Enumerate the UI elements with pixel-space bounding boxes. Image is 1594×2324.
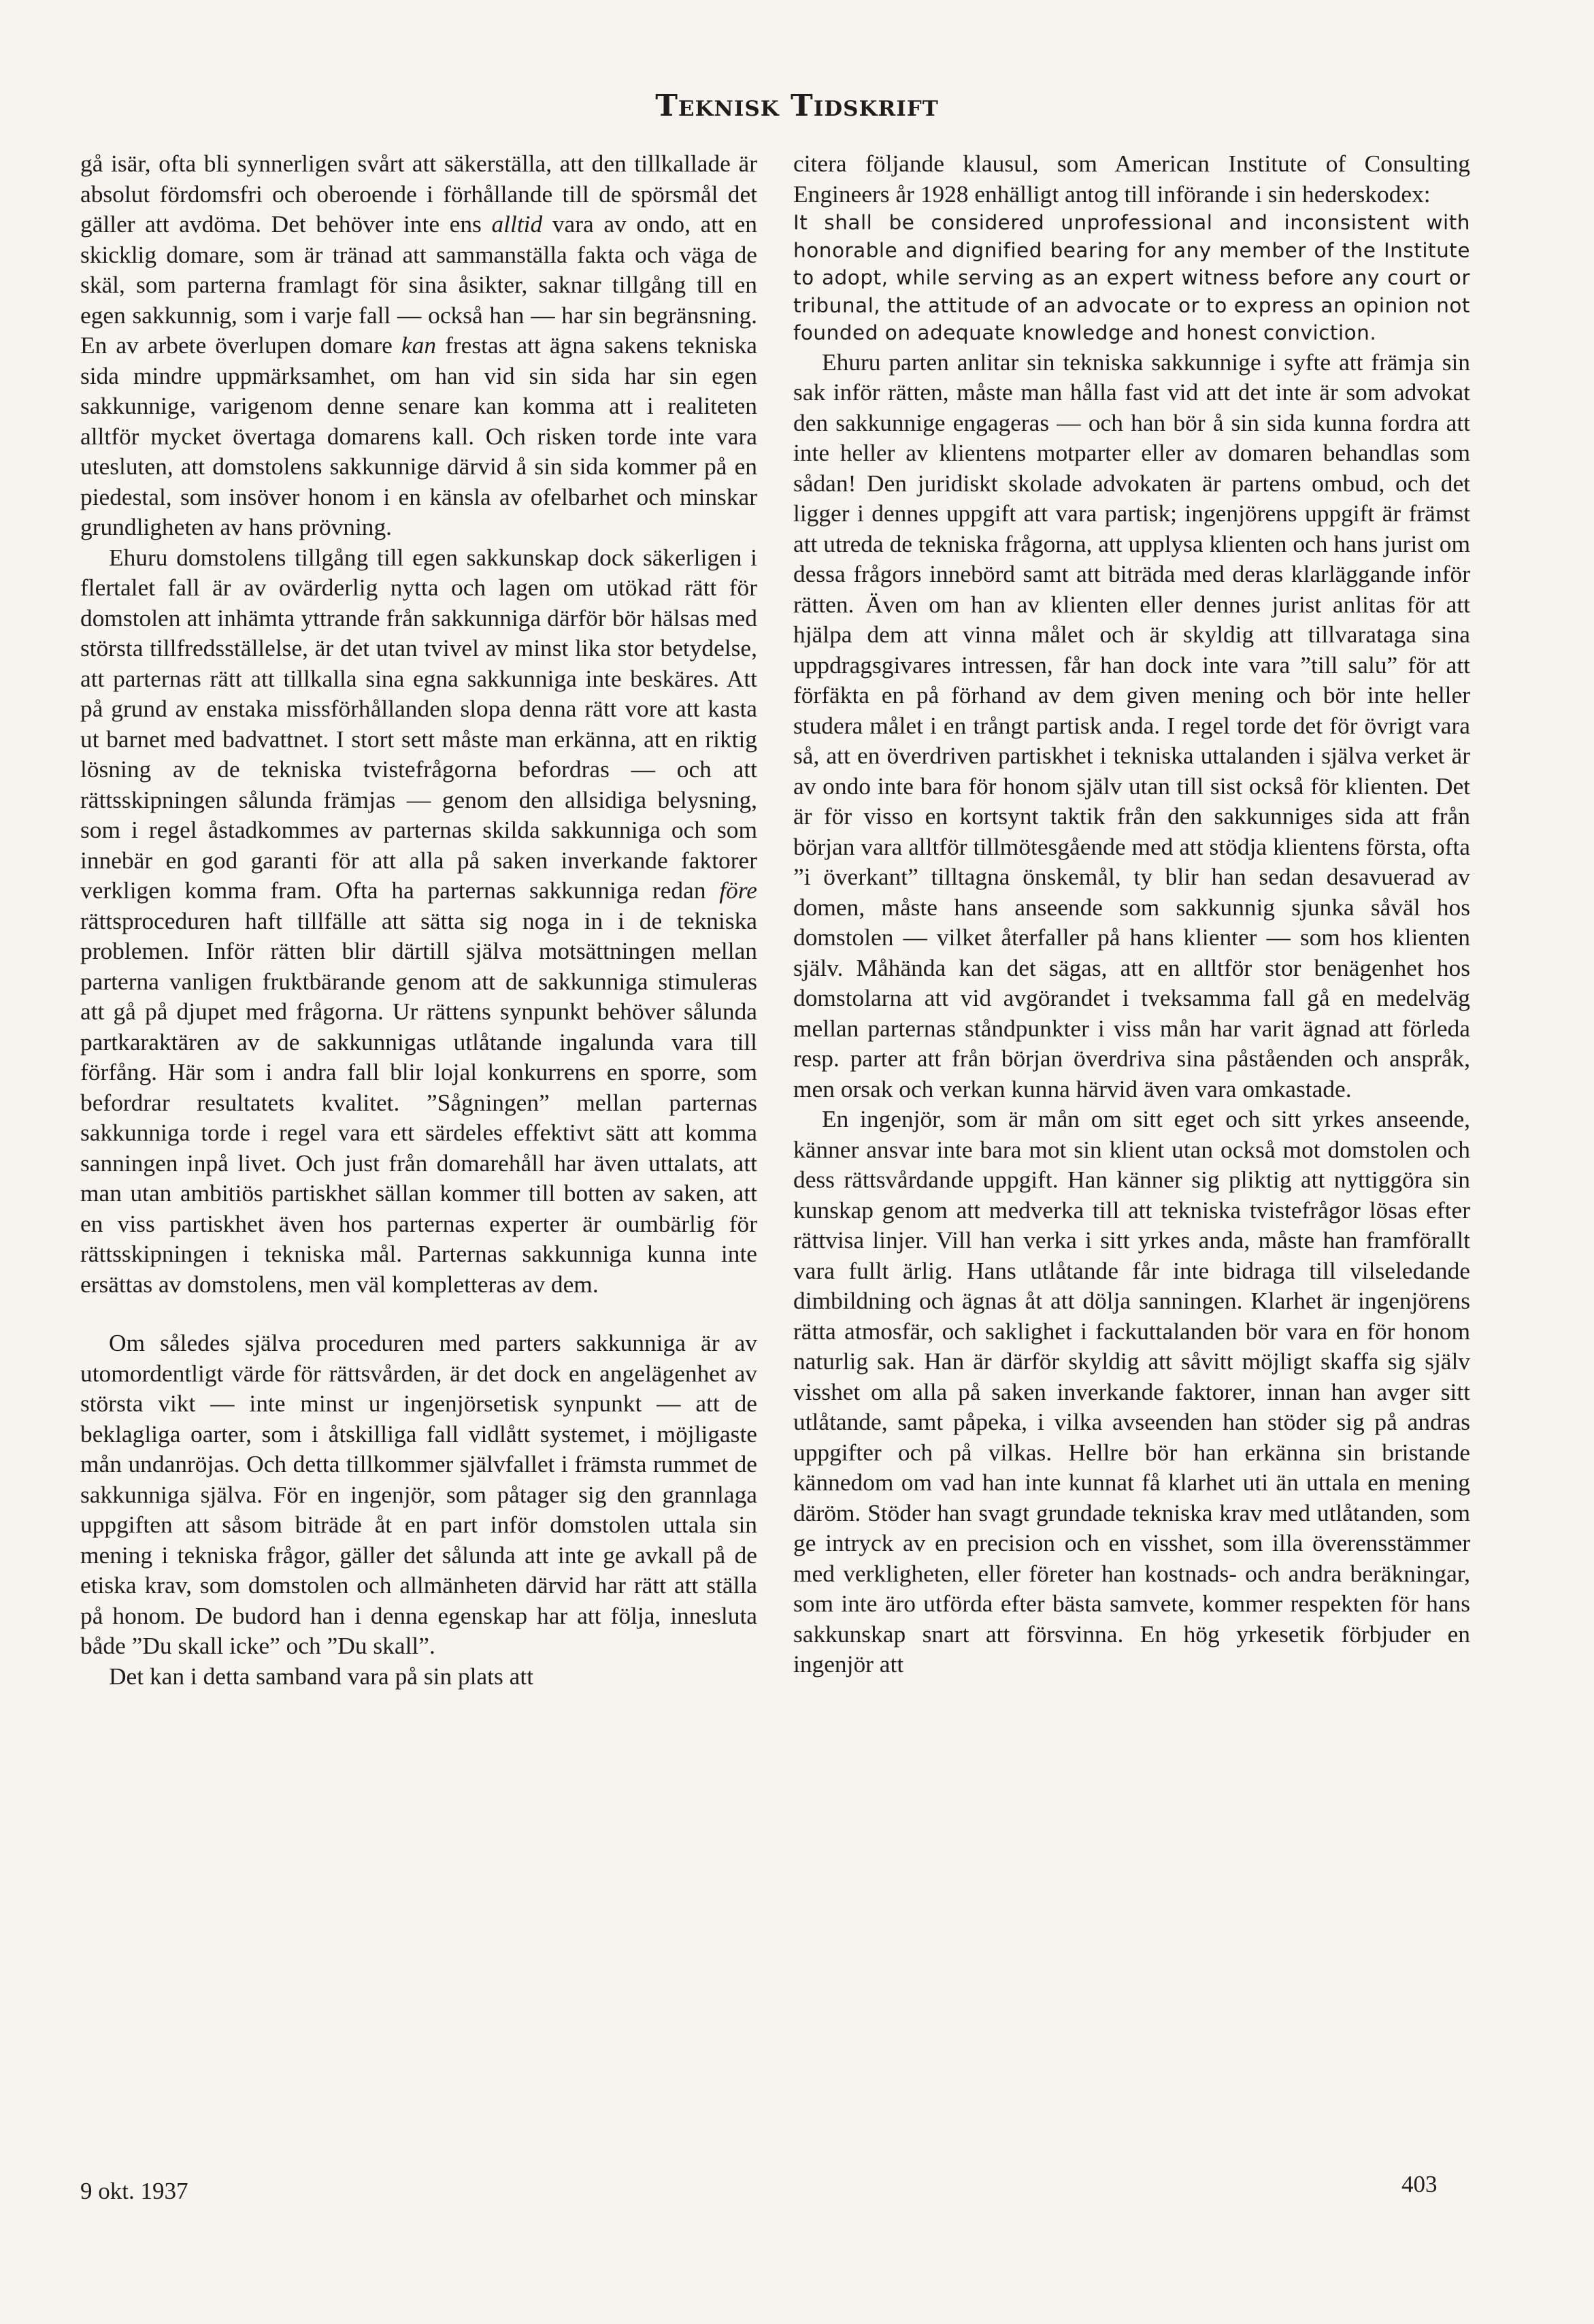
emphasis: kan bbox=[401, 331, 437, 359]
paragraph: citera följande klausul, som American Institute of Consulting Engineers år 1928 enhälligt antog till införande i sin hederskodex: bbox=[793, 150, 1470, 208]
paragraph: Om således själva proceduren med parters sakkunniga är av utomordentligt värde för rättsvården, är det dock en angelägenhet av största vikt — inte minst ur ingenjörsetisk synpunkt — att de beklagliga oarter, som i åtskilliga fall vidlått systemet, i möjligaste mån undanröjas. Och detta tillkommer självfallet i främsta rummet de sakkunniga själva. För en ingenjör, som påtager sig den grannlaga uppgiften att såsom biträde åt en part inför domstolen uttala sin mening i tekniska frågor, gäller det sålunda att inte ge avkall på de etiska krav, som domstolen och allmänheten därvid har rätt att ställa på honom. De budord han i denna egenskap har att följa, innesluta både ”Du skall icke” och ”Du skall”. bbox=[80, 1329, 757, 1659]
right-column bbox=[793, 148, 1470, 1680]
page-number: 403 bbox=[1401, 2171, 1438, 2197]
journal-header: Teknisk Tidskrift bbox=[655, 88, 939, 123]
emphasis: alltid bbox=[491, 210, 543, 238]
issue-date: 9 okt. 1937 bbox=[80, 2178, 188, 2204]
paragraph: Ehuru parten anlitar sin tekniska sakkunnige i syfte att främja sin sak inför rätten, måste man hålla fast vid att det inte är som advokat den sakkunnige engageras — och han bör å sin sida kunna fordra att inte heller av klientens motparter eller av domaren behandlas som sådan! Den juridiskt skolade advokaten är partens ombud, och det ligger i dennes uppgift att vara partisk; ingenjörens uppgift är främst att utreda de tekniska frågorna, att upplysa klienten och hans jurist om dessa frågors innebörd samt att biträda med deras klarläggande inför rätten. Även om han av klienten eller dennes jurist anlitas för att hjälpa dem att vinna målet och är skyldig att tillvarataga sina uppdragsgivares intressen, får han dock inte vara ”till salu” för att förfäkta en på förhand av dem given mening och bör inte heller studera målet i en trångt partisk anda. I regel torde det för övrigt vara så, att en överdriven partiskhet i tekniska uttalanden i själva verket är av ondo inte bara för honom själv utan till sist också för klienten. Det är för visso en kortsynt taktik från den sakkunniges sida att från början vara alltför tillmötesgående med att stödja klientens första, ofta ”i överkant” tilltagna önskemål, ty blir han sedan desavuerad av domen, måste hans anseende som sakkunnig sjunka såväl hos domstolen — vilket återfaller på hans klienter — som hos klienten själv. Måhända kan det sägas, att en alltför stor benägenhet hos domstolarna att vid avgörandet i tveksamma fall gå en medelväg mellan parternas ståndpunkter i viss mån har varit ägnad att förleda resp. parter att från början överdriva sina påståenden och anspråk, men orsak och verkan kunna härvid även vara omkastade. bbox=[793, 348, 1470, 1102]
block-quote: It shall be considered unprofessional and inconsistent with honorable and dignified bearing for any member of the Institute to adopt, while serving as an expert witness before any court or tribunal, the attitude of an advocate or to express an opinion not founded on adequate knowledge and honest conviction. bbox=[793, 211, 1470, 344]
paragraph: En ingenjör, som är mån om sitt eget och sitt yrkes anseende, känner ansvar inte bara mot sin klient utan också mot domstolen och dess rättsvårdande uppgift. Han känner sig pliktig att nyttiggöra sin kunskap genom att medverka till att tekniska tvistefrågor lösas efter rättvisa linjer. Vill han verka i sitt yrkes anda, måste han framförallt vara fullt ärlig. Hans utlåtande får inte bidraga till vilseledande dimbildning och ägnas åt att dölja sanningen. Klarhet är ingenjörens rätta atmosfär, och saklighet i fackuttalanden bör vara en för honom naturlig sak. Han är därför skyldig att såvitt möjligt skaffa sig själv visshet om alla på saken inverkande faktorer, innan han avger sitt utlåtande, samt påpeka, i vilka avseenden han stöder sig på andras uppgifter och på vilkas. Hellre bör han erkänna sin bristande kännedom om vad han inte kunnat få klarhet uti än uttala en mening däröm. Stöder han svagt grundade tekniska krav med utlåtanden, som ge intryck av en precision och en visshet, som illa överensstämmer med verkligheten, eller företer han kostnads- och andra beräkningar, som inte äro utförda efter bästa samvete, kommer respekten för hans sakkunskap snart att försvinna. En hög yrkesetik förbjuder en ingenjör att bbox=[793, 1105, 1470, 1677]
paragraph: Ehuru domstolens tillgång till egen sakkunskap dock säkerligen i flertalet fall är av ovärderlig nytta och lagen om utökad rätt för domstolen att inhämta yttrande från sakkunniga därför bör hälsas med största tillfredsställelse, är det utan tvivel av minst lika stor betydelse, att parternas rätt att tillkalla sina egna sakkunniga inte beskäres. Att på grund av enstaka missförhållanden slopa denna rätt vore att kasta ut barnet med badvattnet. I stort sett måste man erkänna, att en riktig lösning av de tekniska tvistefrågorna befordras — och att rättsskipningen sålunda främjas — genom den allsidiga belysning, som i regel åstadkommes av parternas skilda sakkunniga och som innebär en god garanti för att alla på saken inverkande faktorer verkligen komma fram. Ofta ha parternas sakkunniga redan före rättsproceduren haft tillfälle att sätta sig noga in i de tekniska problemen. Inför rätten blir därtill själva motsättningen mellan parterna vanligen fruktbärande genom att de sakkunniga stimuleras att gå på djupet med frågorna. Ur rättens synpunkt behöver sålunda partkaraktären av de sakkunnigas utlåtande ingalunda vara till förfång. Här som i andra fall blir lojal konkurrens en sporre, som befordrar resultatets kvalitet. ”Sågningen” mellan parternas sakkunniga torde i regel vara ett särdeles effektivt sätt att komma sanningen inpå livet. Och just från domarehåll har även uttalats, att man utan ambitiös partiskhet sällan kommer till botten av saken, att en viss partiskhet även hos parternas experter är oumbärlig för rättsskipningen i tekniska mål. Parternas sakkunniga kunna inte ersättas av domstolens, men väl kompletteras av dem. bbox=[80, 543, 757, 1298]
left-column bbox=[80, 148, 757, 1691]
emphasis: före bbox=[719, 877, 757, 904]
paragraph: gå isär, ofta bli synnerligen svårt att säkerställa, att den tillkallade är absolut fördomsfri och oberoende i förhållande till de spörsmål det gäller att avdöma. Det behöver inte ens alltid vara av ondo, att en skicklig domare, som är tränad att sammanställa fakta och väga de skäl, som parterna framlagt för sina åsikter, saknar tillgång till en egen sakkunnig, som i varje fall — också han — har sin begränsning. En av arbete överlupen domare kan frestas att ägna sakens tekniska sida mindre uppmärksamhet, om han vid sin sida har sin egen sakkunnige, varigenom denne senare kan komma att i realiteten alltför mycket övertaga domarens kall. Och risken torde inte vara utesluten, att domstolens sakkunnige därvid å sin sida kommer på en piedestal, som insöver honom i en känsla av ofelbarhet och minskar grundligheten av hans prövning. bbox=[80, 150, 757, 540]
paragraph: Det kan i detta samband vara på sin plats att bbox=[109, 1662, 534, 1690]
